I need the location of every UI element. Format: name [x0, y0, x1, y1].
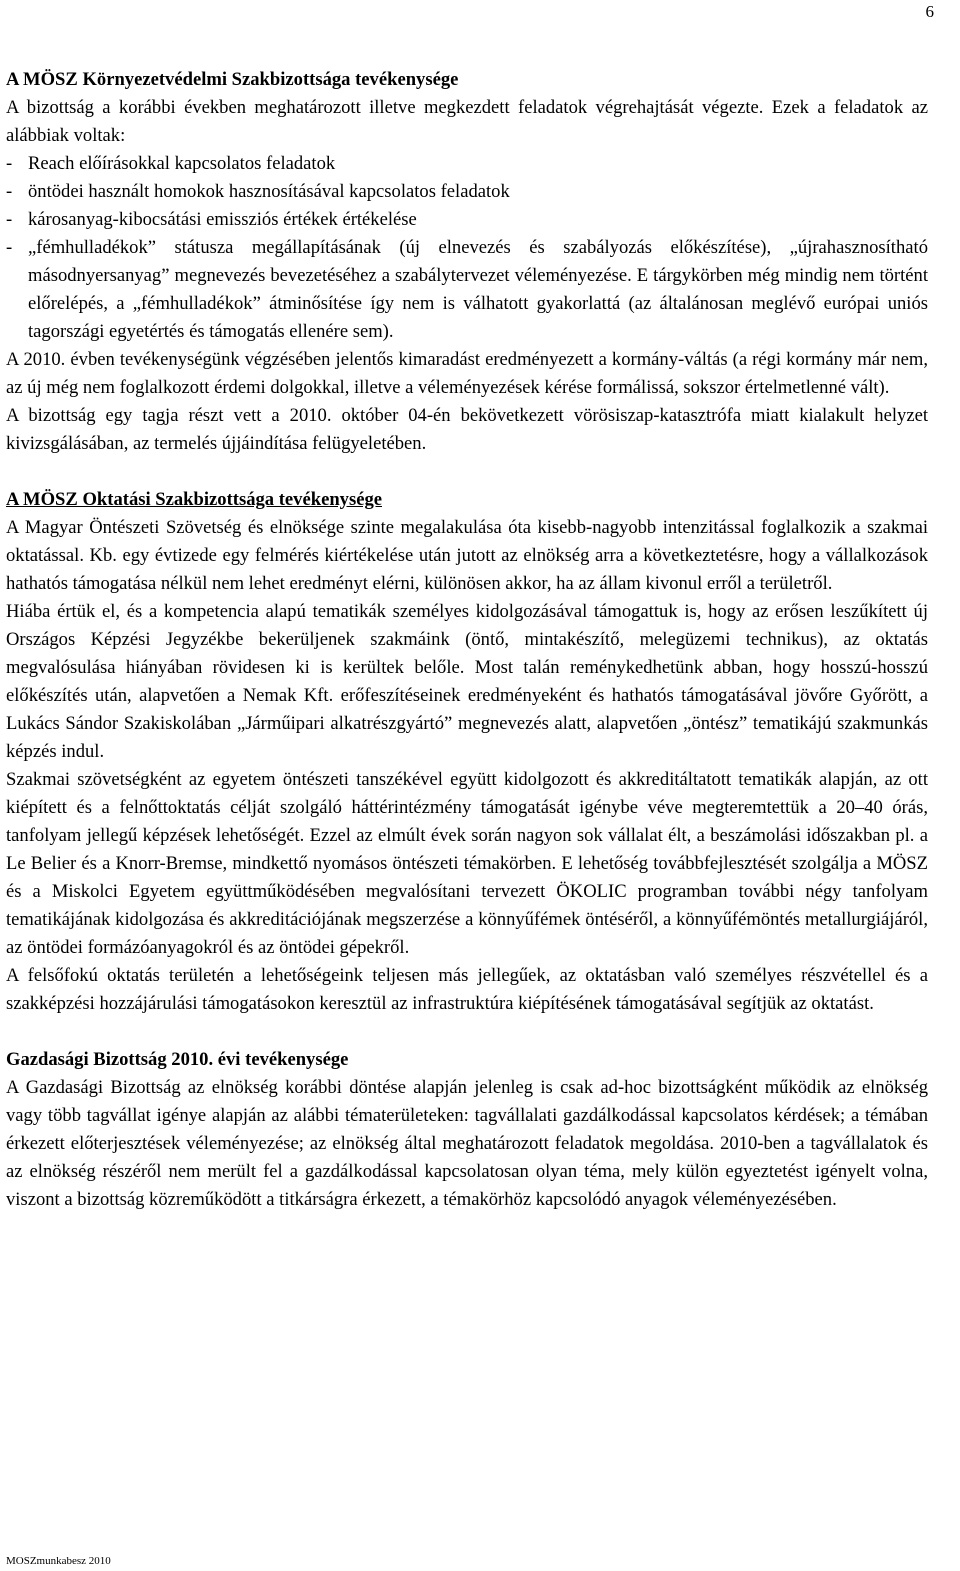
paragraph: A bizottság egy tagja részt vett a 2010. október 04-én bekövetkezett vörösiszap-katasztrófa miatt kialakult helyzet kivizsgálásában, az termelés újjáindítása felügyeletében. [6, 405, 928, 454]
paragraph: Szakmai szövetségként az egyetem öntészeti tanszékével együtt kidolgozott és akkreditáltatott tematikák alapján, az ott kiépített és a felnőttoktatás célját szolgáló háttérintézmény támogatását igénybe véve megteremtettük a 20–40 órás, tanfolyam jellegű képzések lehetőségét. Ezzel az elmúlt évek során nagyon sok vállalat élt, a beszámolási időszakban pl. a Le Belier és a Knorr-Bremse, mindkettő nyomásos öntészeti témakörben. E lehetőség továbbfejlesztését szolgálja a MÖSZ és a Miskolci Egyetem együttműködésében megvalósítani tervezett ÖKOLIC programban további négy tanfolyam tematikájának kidolgozása és akkreditációjának megszerzése a könnyűfémek öntéséről, a könnyűfémöntés metallurgiájáról, az öntödei formázóanyagokról és az öntödei gépekről. [6, 769, 928, 958]
list-item: - károsanyag-kibocsátási emissziós értékek értékelése [6, 206, 928, 234]
list-item: - „fémhulladékok” státusza megállapításának (új elnevezés és szabályozás előkészítése), „újrahasznosítható másodnyersanyag” megnevezés bevezetéséhez a szabálytervezet véleményezése. E tárgykörben még mindig nem történt előrelépés, a „fémhulladékok” átminősítése így nem is válhatott gyakorlattá (az általánosan meglévő európai uniós tagországi egyetértés és támogatás ellenére sem). [6, 234, 928, 346]
section-heading-economic: Gazdasági Bizottság 2010. évi tevékenysége [6, 1049, 349, 1070]
paragraph: A felsőfokú oktatás területén a lehetőségeink teljesen más jellegűek, az oktatásban való személyes részvétellel és a szakképzési hozzájárulási támogatásokon keresztül az infrastruktúra kiépítésének támogatásával segítjük az oktatást. [6, 965, 928, 1014]
list-item: - Reach előírásokkal kapcsolatos feladatok [6, 150, 928, 178]
section-education [6, 486, 928, 1018]
section-economic [6, 1046, 928, 1214]
section-environment [6, 66, 928, 458]
paragraph: Hiába értük el, és a kompetencia alapú tematikák személyes kidolgozásával támogattuk is, hogy az erősen leszűkített új Országos Képzési Jegyzékbe bekerüljenek szakmáink (öntő, mintakészítő, melegüzemi technikus), az oktatás megvalósulása hiányában rövidesen ki is kerültek belőle. Most talán reménykedhetünk abban, hogy hosszú-hosszú előkészítés után, alapvetően a Nemak Kft. erőfeszítéseinek eredményeként és hathatós támogatásával jövőre Győrött, a Lukács Sándor Szakiskolában „Járműipari alkatrészgyártó” megnevezés alatt, alapvetően „öntész” tematikájú szakmunkás képzés indul. [6, 601, 928, 762]
page-footer: MOSZmunkabesz 2010 [6, 1555, 111, 1567]
list-item: - öntödei használt homokok hasznosításával kapcsolatos feladatok [6, 178, 928, 206]
page-number: 6 [925, 2, 934, 21]
section-spacer [6, 458, 928, 486]
paragraph: A Magyar Öntészeti Szövetség és elnöksége szinte megalakulása óta kisebb-nagyobb intenzitással foglalkozik a szakmai oktatással. Kb. egy évtizede egy felmérés kiértékelése után jutott az elnökség arra a következtetésre, hogy a vállalkozások hathatós támogatása nélkül nem lehet eredményt elérni, különösen akkor, ha az állam kivonul erről a területről. [6, 517, 928, 594]
section-intro: A bizottság a korábbi években meghatározott illetve megkezdett feladatok végrehajtását végezte. Ezek a feladatok az alábbiak voltak: [6, 97, 928, 146]
document-body [6, 66, 928, 1214]
section-heading-environment: A MÖSZ Környezetvédelmi Szakbizottsága tevékenysége [6, 69, 459, 90]
section-spacer [6, 1018, 928, 1046]
section-heading-education: A MÖSZ Oktatási Szakbizottsága tevékenysége [6, 489, 382, 510]
paragraph: A Gazdasági Bizottság az elnökség korábbi döntése alapján jelenleg is csak ad-hoc bizottságként működik az elnökség vagy több tagvállat igénye alapján az alábbi tématerületeken: tagvállalati gazdálkodással kapcsolatos kérdések; a témában érkezett előterjesztések véleményezése; az elnökség által meghatározott feladatok megoldása. 2010-ben a tagvállalatok és az elnökség részéről nem merült fel a gazdálkodással kapcsolatosan olyan téma, mely külön egyeztetést igényelt volna, viszont a bizottság közreműködött a titkárságra érkezett, a témakörhöz kapcsolódó anyagok véleményezésében. [6, 1077, 928, 1210]
paragraph: A 2010. évben tevékenységünk végzésében jelentős kimaradást eredményezett a kormány-váltás (a régi kormány már nem, az új még nem foglalkozott érdemi dolgokkal, illetve a véleményezések kérése formálissá, sokszor értelmetlenné vált). [6, 349, 928, 398]
task-list [6, 150, 928, 346]
